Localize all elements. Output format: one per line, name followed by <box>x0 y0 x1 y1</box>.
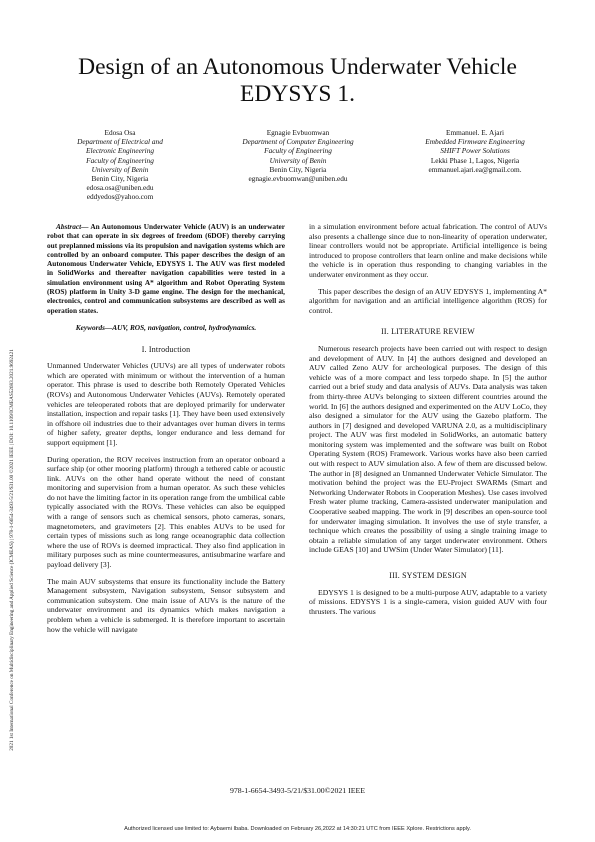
abstract <box>47 222 285 315</box>
author-1-city: Benin City, Nigeria <box>91 174 149 184</box>
system-design-paragraph-1: EDYSYS 1 is designed to be a multi-purpose AUV, adaptable to a variety of missions. EDYSYS 1 is a single-camera, vision guided AUV with four thrusters. The various <box>309 587 547 616</box>
intro-paragraph-4: in a simulation environment before actual fabrication. The control of AUVs also presents a challenge since due to non-linearity of operation underwater, linear controllers would not be appropriate. Artificial intelligence is being introduced to propose controllers that learn online and make decisions while the vehicle is in operation thus responding to changing variables in the underwater environment as they occur. <box>309 222 547 279</box>
doi-sidebar <box>6 300 18 800</box>
license-notice: Authorized licensed use limited to: Aybaemi Ibaba. Downloaded on February 26,2022 at 14:30:21 UTC from IEEE Xplore. Restrictions apply. <box>124 826 471 832</box>
paper-title-line-2: EDYSYS 1. <box>240 81 355 107</box>
author-2 <box>218 128 378 183</box>
author-3-name: Emmanuel. E. Ajari <box>446 128 504 137</box>
section-heading-introduction: I. Introduction <box>141 344 191 354</box>
abstract-label: Abstract <box>56 222 82 231</box>
section-heading-system-design: III. SYSTEM DESIGN <box>389 571 467 580</box>
author-1-affiliation-3: Faculty of Engineering <box>86 155 154 165</box>
author-1-name: Edosa Osa <box>104 128 136 137</box>
intro-paragraph-5: This paper describes the design of an AUV EDYSYS 1, implementing A* algorithm for navigation and an artificial intelligence algorithm (ROS) for control. <box>309 286 547 315</box>
author-3-affiliation-2: SHIFT Power Solutions <box>440 146 510 156</box>
paper-title-line-1: Design of an Autonomous Underwater Vehicle <box>78 54 517 80</box>
author-2-affiliation-3: University of Benin <box>269 155 327 165</box>
keywords: Keywords—AUV, ROS, navigation, control, hydrodynamics. <box>75 322 257 332</box>
author-1-email-2: eddyedos@yahoo.com <box>86 192 154 202</box>
author-3 <box>395 128 555 174</box>
author-1-email-1: edosa.osa@uniben.edu <box>86 183 154 193</box>
author-1-affiliation-1: Department of Electrical and <box>77 137 163 147</box>
author-1-affiliation-2: Electronic Engineering <box>85 146 155 156</box>
intro-paragraph-2: During operation, the ROV receives instruction from an operator onboard a surface ship (or other mooring platform) through a tethered cable or acoustic link. AUVs on the other hand operate without the need of constant monitoring and supervision from a human operator. As such these vehicles do not have the limiting factor in its operation range from the umbilical cable typically associated with the ROVs. These vehicles can also be equipped with a range of sensors such as chemical sensors, photo cameras, sonars, magnetometers, and gravimeters [2]. This enables AUVs to be used for certain types of missions such as long range oceanographic data collection where the use of ROVs is deemed impractical. They also find application in military purposes such as mine countermeasures, antisubmarine warfare and payload delivery [3]. <box>47 454 285 570</box>
right-column <box>309 222 547 623</box>
left-column <box>47 222 285 641</box>
intro-paragraph-3: The main AUV subsystems that ensure its functionality include the Battery Management subsystem, Navigation subsystem, Sensor subsystem and communication subsystem. One main issue of AUVs is the nature of the underwater environment and its dynamics which makes navigation a problem when a vehicle is submerged. It is therefore important to ascertain how the vehicle will navigate <box>47 576 285 634</box>
doi-sidebar-text: 2021 1st International Conference on Multidisciplinary Engineering and Applied Science (ICMEAS) | 978-1-6654-3493-5/21/$31.00 ©2021 IEEE | DOI: 10.1109/ICMEAS52683.2021.9692421 <box>9 349 15 751</box>
author-2-affiliation-2: Faculty of Engineering <box>264 146 332 156</box>
literature-paragraph-1: Numerous research projects have been carried out with respect to design and development of AUV. In [4] the authors designed and developed an AUV called Zeno AUV for archeological purposes. The design of this vehicle was of a more compact and less torpedo shape. In [5] the author carried out a brief study and data analysis of AUVs. Data analysis was taken from thirty-three AUVs belonging to sixteen different countries around the world. In [6] the authors designed and experimented on the AUV LoCo, they also designed a simulator for the AUV using the Gazebo platform. The authors in [7] designed and developed VARUNA 2.0, as a multidisciplinary project. The AUV was first modeled in SolidWorks, an automatic battery monitoring system was implemented and the software was built on Robot Operating System (ROS) Framework. Various works have also been carried out with respect to AUV simulation also. A few of them are discussed below. The author in [8] designed an Unmanned Underwater Vehicle Simulator. The motivation behind the project was the EU-Project SWARMs (Smart and Networking Underwater Robots in Cooperation Meshes). Use cases involved Fresh water plume tracking, Camera-assisted underwater manipulation and Cooperative seabed mapping. The work in [9] describes an open-source tool for underwater imaging simulation. It involves the use of style transfer, a technique which creates the possibility of using a single training image to obtain a reliable simulation of any target underwater environment. Others include GEAS [10] and UWSim (Under Water Simulator) [11]. <box>309 343 547 555</box>
author-1 <box>40 128 200 202</box>
author-1-affiliation-4: University of Benin <box>91 164 149 174</box>
author-2-email: egnagie.evbuomwan@uniben.edu <box>248 174 348 184</box>
copyright-line: 978-1-6654-3493-5/21/$31.00©2021 IEEE <box>230 786 365 795</box>
author-2-affiliation-1: Department of Computer Engineering <box>242 137 354 147</box>
section-heading-literature-review: II. LITERATURE REVIEW <box>381 327 475 337</box>
intro-paragraph-1: Unmanned Underwater Vehicles (UUVs) are all types of underwater robots which are operated with minimum or without the intervention of a human operator. This phrase is used to describe both Remotely Operated Vehicles (ROVs) and Autonomous Underwater Vehicles (AUVs). Remotely operated vehicles are teleoperated robots that are deployed primarily for underwater installation, inspection and repair tasks [1]. They have been used extensively in offshore oil industries due to their advantages over human divers in terms of higher safety, greater depths, longer endurance and less demand for support equipment [1]. <box>47 361 285 447</box>
author-3-affiliation-1: Embedded Firmware Engineering <box>425 137 525 147</box>
author-2-name: Egnagie Evbuomwan <box>266 128 330 137</box>
author-block <box>40 128 555 218</box>
author-2-city: Benin City, Nigeria <box>269 164 327 174</box>
author-3-city: Lekki Phase 1, Lagos, Nigeria <box>430 155 520 165</box>
paper-title <box>40 54 555 108</box>
abstract-text: — An Autonomous Underwater Vehicle (AUV) is an underwater robot that can operate in six degrees of freedom (6DOF) thereby carrying out preplanned missions via its propulsion and navigation systems which are controlled by an onboard computer. This paper describes the design of an Autonomous Underwater Vehicle, EDYSYS 1. The AUV was first modeled in SolidWorks and thereafter navigation capabilities were tested in a simulation environment using A* algorithm and Robot Operating System (ROS) platform in Unity 3-D game engine. The design for the mechanical, electronics, control and communication subsystems are described as well as operation states. <box>47 222 285 315</box>
author-3-email: emmanuel.ajari.ea@gmail.com. <box>428 164 522 174</box>
